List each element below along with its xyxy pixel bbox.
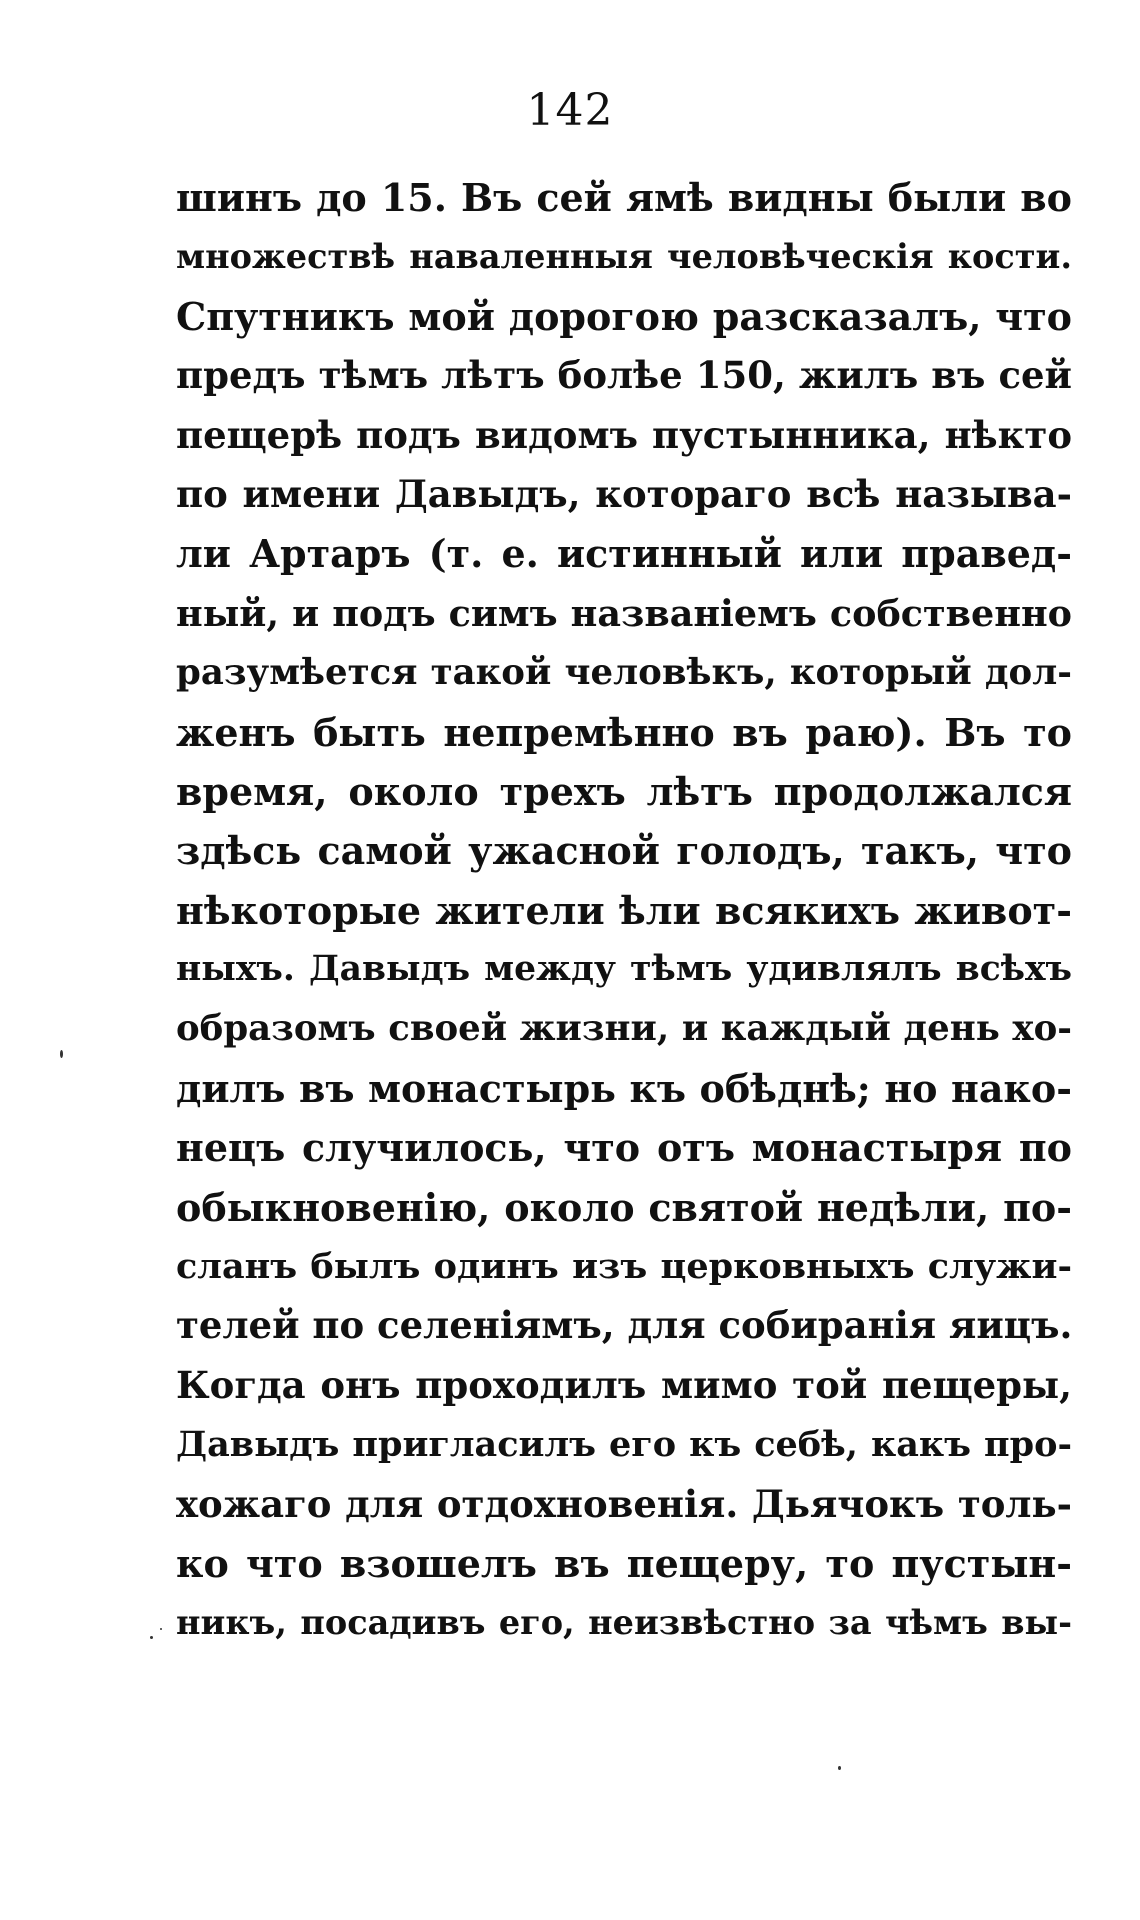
- text-line: нѣкоторые жители ѣли всякихъ живот-: [176, 887, 1072, 933]
- text-line: шинъ до 15. Въ сей ямѣ видны были во: [176, 175, 1072, 220]
- scan-speck: [160, 1628, 162, 1630]
- text-line: образомъ своей жизни, и каждый день хо-: [176, 1008, 1072, 1050]
- text-line: женъ быть непремѣнно въ раю). Въ то: [176, 709, 1072, 755]
- text-line: пещерѣ подъ видомъ пустынника, нѣкто: [176, 412, 1072, 457]
- text-line: множествѣ наваленныя человѣческія кости.: [176, 237, 1072, 277]
- text-line: по имени Давыдъ, котораго всѣ называ-: [176, 471, 1072, 516]
- text-line: телей по селеніямъ, для собиранія яицъ.: [176, 1303, 1073, 1348]
- scan-speck: [838, 1766, 841, 1770]
- text-line: предъ тѣмъ лѣтъ болѣе 150, жилъ въ сей: [176, 353, 1072, 398]
- page-number: 142: [526, 85, 614, 136]
- text-line: обыкновенію, около святой недѣли, по-: [176, 1184, 1072, 1230]
- text-line: время, около трехъ лѣтъ продолжался: [176, 768, 1072, 814]
- text-line: ныхъ. Давыдъ между тѣмъ удивлялъ всѣхъ: [176, 949, 1072, 990]
- scan-speck: [150, 1636, 153, 1639]
- text-line: ко что взошелъ въ пещеру, то пустын-: [176, 1540, 1072, 1586]
- text-line: ный, и подъ симъ названіемъ собственно: [176, 591, 1072, 635]
- text-line: сланъ былъ одинъ изъ церковныхъ служи-: [176, 1246, 1072, 1288]
- text-line: Давыдъ пригласилъ его къ себѣ, какъ про-: [176, 1424, 1072, 1466]
- text-line: нецъ случилось, что отъ монастыря по: [176, 1125, 1072, 1171]
- text-line: хожаго для отдохновенія. Дьячокъ толь-: [176, 1481, 1072, 1526]
- text-line: дилъ въ монастырь къ обѣднѣ; но нако-: [176, 1065, 1072, 1111]
- body-text: [176, 168, 1072, 1653]
- scan-speck: [60, 1050, 63, 1058]
- text-line: Спутникъ мой дорогою разсказалъ, что: [176, 293, 1072, 339]
- text-line: ли Артаръ (т. е. истинный или правед-: [176, 531, 1072, 577]
- text-line: разумѣется такой человѣкъ, который дол-: [176, 652, 1072, 694]
- text-line: здѣсь самой ужасной голодъ, такъ, что: [176, 828, 1072, 874]
- text-line: Когда онъ проходилъ мимо той пещеры,: [176, 1362, 1072, 1407]
- text-line: никъ, посадивъ его, неизвѣстно за чѣмъ вы-: [176, 1603, 1072, 1643]
